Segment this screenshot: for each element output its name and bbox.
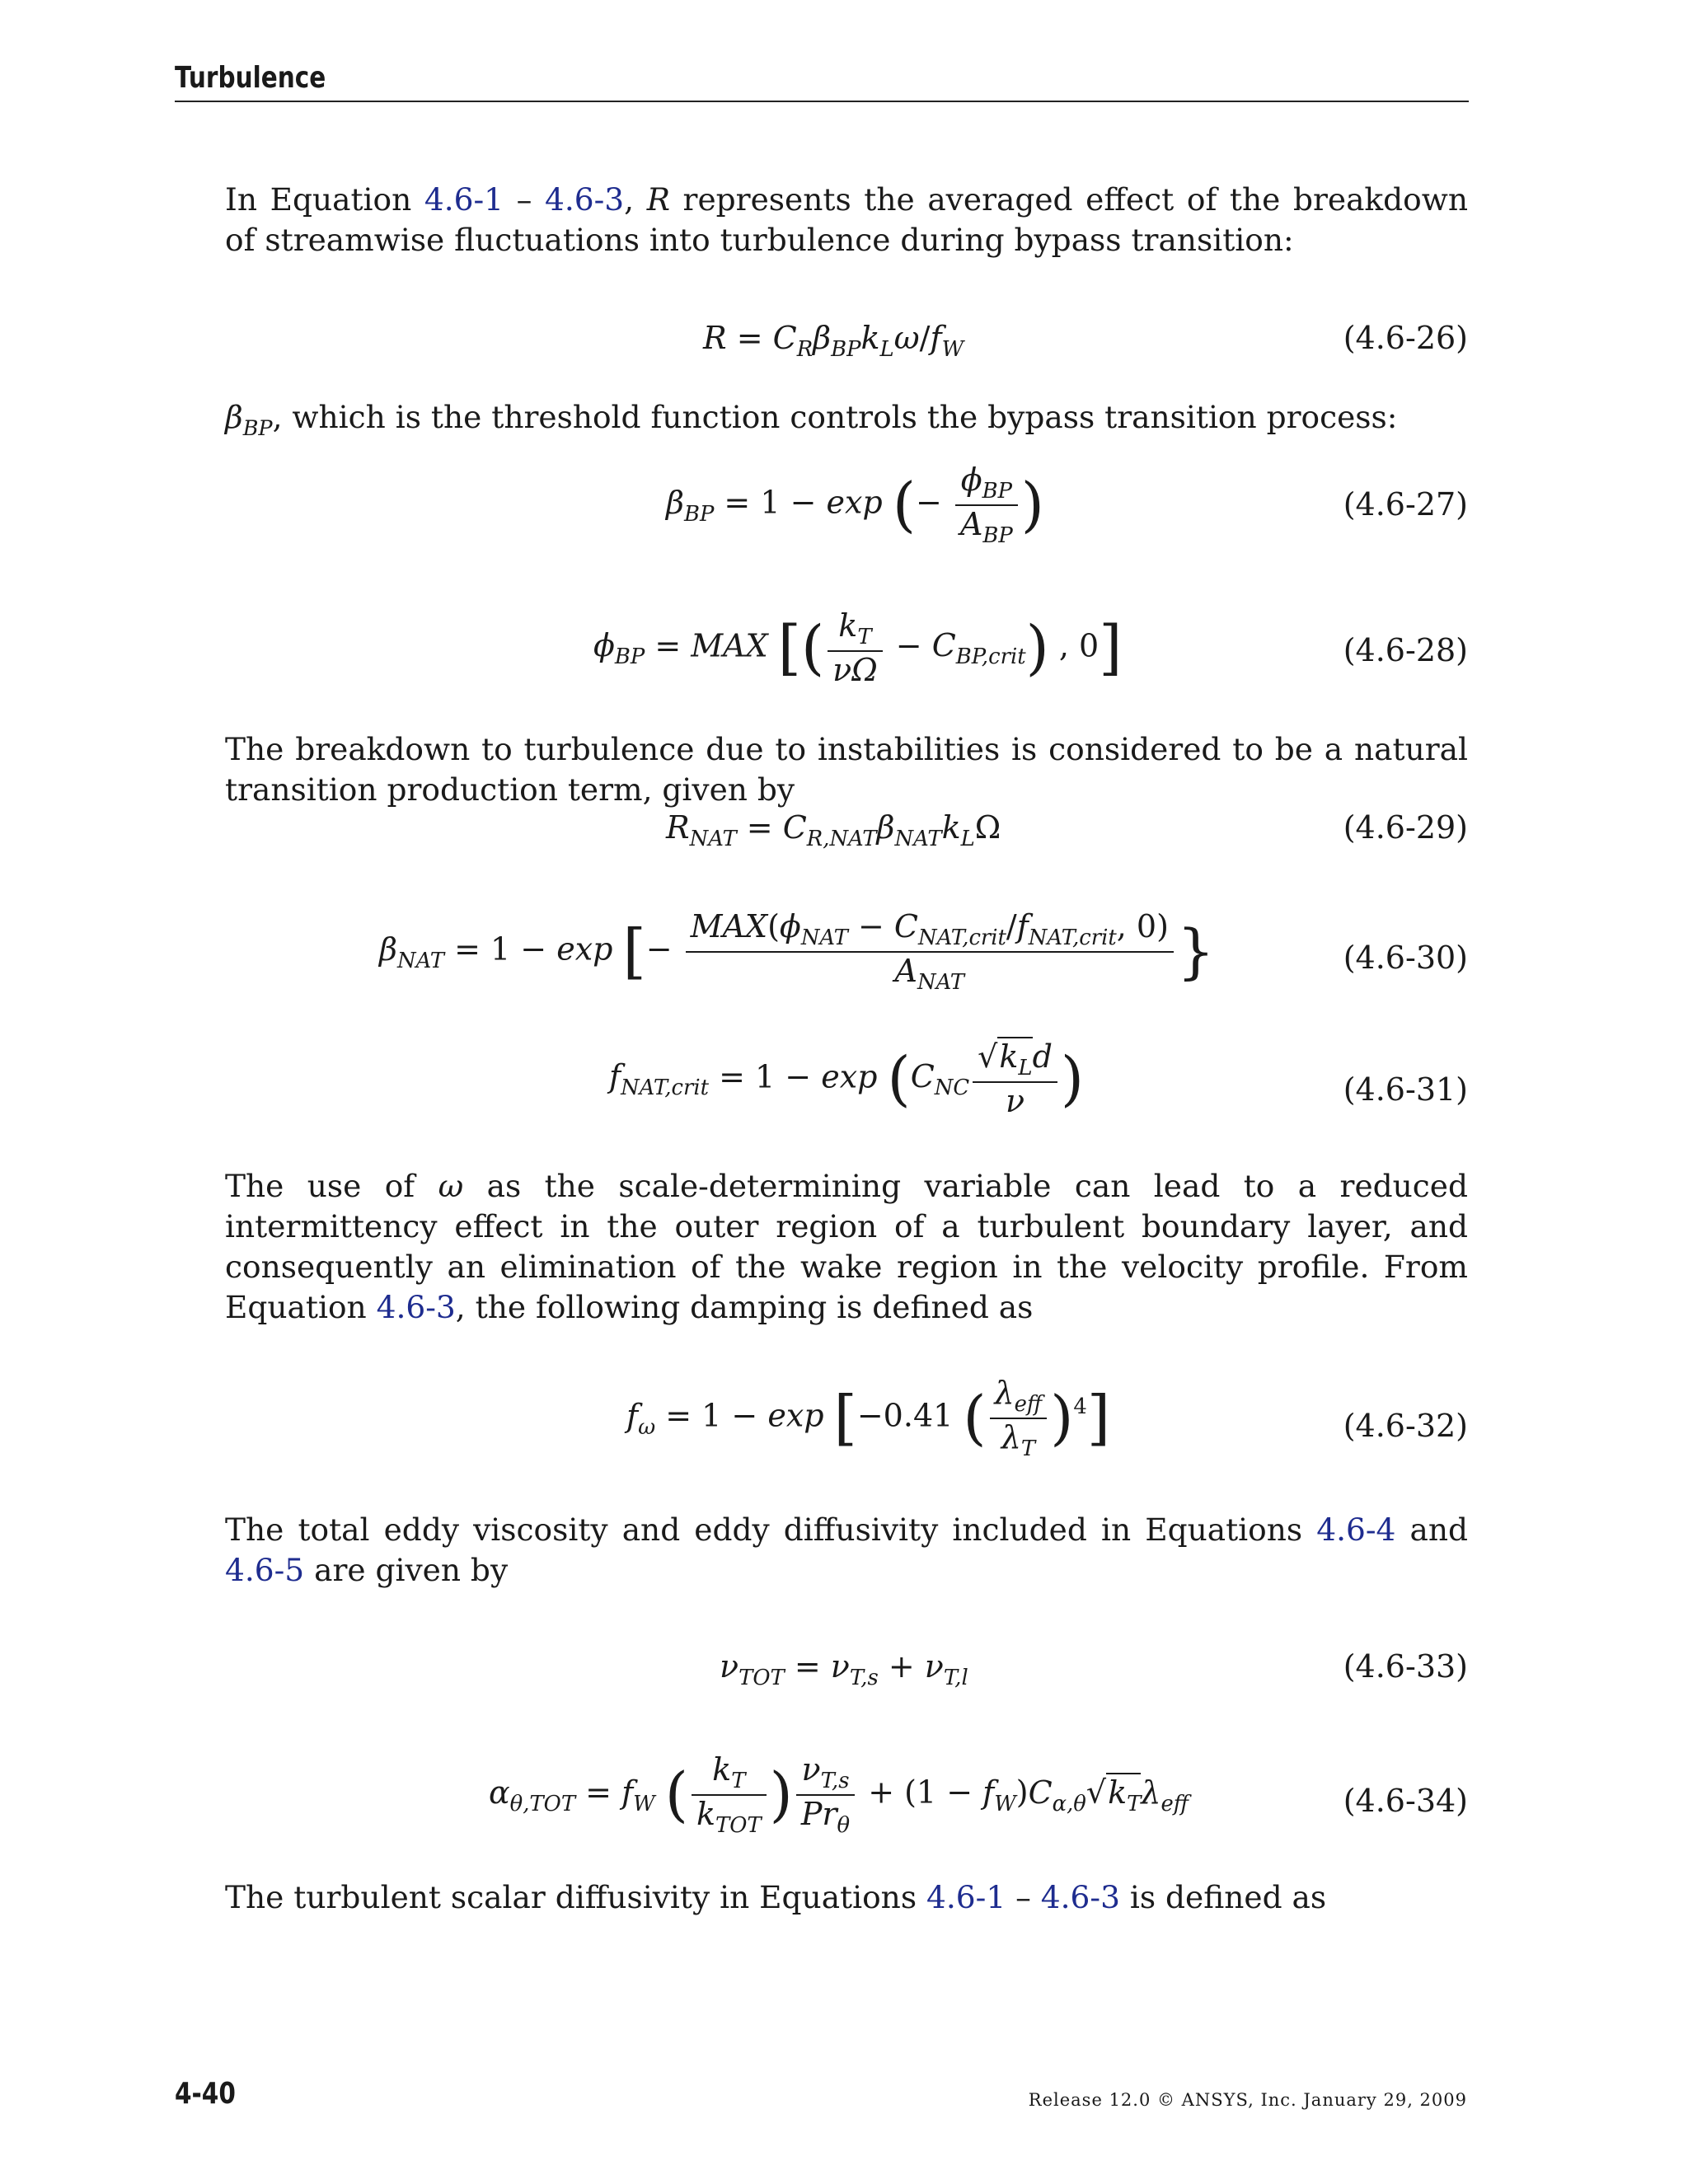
equation-number: (4.6-29) [1343, 809, 1468, 846]
equation-number: (4.6-28) [1343, 632, 1468, 668]
equation-body: $f_\omega = 1 - \exp [-0.41$ ( $\frac{\lambda_{eff}}{\lambda_T}$ )$^4$] [626, 1375, 1111, 1462]
math-symbol: ω [438, 1168, 464, 1204]
text: are given by [304, 1552, 509, 1588]
equation-body: $\phi_{BP}$ = MAX [( $\frac{k_T}{\nu\Omega}$ − $C_{BP,crit}$) , 0] [593, 607, 1123, 689]
release-footer: Release 12.0 © ANSYS, Inc. January 29, 2009 [1028, 2090, 1467, 2110]
equation-link[interactable]: 4.6-3 [376, 1289, 456, 1325]
text: as the scale-determining variable can lead to a reduced intermittency effect in the outer region of a turbulent boundary layer, and consequently an elimination of the wake region in the velocity profile. From Equation [225, 1168, 1468, 1325]
text: represents the averaged effect of the breakdown of streamwise fluctuations into turbulence during bypass transition: [225, 181, 1468, 258]
text: , the following damping is defined as [455, 1289, 1034, 1325]
equation-link[interactable]: 4.6-5 [225, 1552, 305, 1588]
text: The use of [225, 1168, 438, 1204]
equation-body: $\alpha_{\theta,TOT} = f_W$ ( $\frac{k_T}{k_{TOT}}$ ) $\frac{\nu_{T,s}}{Pr_\theta}$ + $(1 - f_W)C_{\alpha,\theta}√k_T\lambda_{eff}$ [489, 1751, 1189, 1839]
math-symbol: $\beta_{BP}$ [225, 399, 273, 441]
equation-4-6-31 [225, 1038, 1468, 1137]
text: – [1006, 1879, 1041, 1915]
equation-4-6-26 [225, 320, 1468, 361]
equation-body: $\beta_{BP} = 1 - \exp$ (− $\frac{\phi_{BP}}{A_{BP}}$ ) [666, 462, 1044, 549]
paragraph-6 [225, 1877, 1468, 1918]
equation-4-6-34 [225, 1751, 1468, 1850]
equation-body: $R = C_R\beta_{BP}k_L\omega/f_W$ [703, 320, 964, 363]
equation-body: $\nu_{TOT} = \nu_{T,s} + \nu_{T,l}$ [720, 1648, 968, 1691]
text: and [1395, 1511, 1469, 1548]
text: In Equation [225, 181, 424, 218]
equation-4-6-30 [225, 908, 1468, 1007]
text: The total eddy viscosity and eddy diffusivity included in Equations [225, 1511, 1317, 1548]
equation-number: (4.6-30) [1343, 940, 1468, 976]
paragraph-3: The breakdown to turbulence due to instabilities is considered to be a natural transition production term, given by [225, 731, 1468, 808]
equation-number: (4.6-32) [1343, 1408, 1468, 1444]
equation-4-6-32 [225, 1375, 1468, 1474]
math-symbol: R [646, 181, 670, 218]
equation-link[interactable]: 4.6-1 [424, 181, 504, 218]
text: is defined as [1119, 1879, 1327, 1915]
paragraph-4 [225, 1166, 1468, 1328]
page-number: 4-40 [175, 2077, 236, 2111]
equation-body: $f_{NAT,crit} = 1 - \exp (C_{NC}$ $\frac{√k_Ld}{\nu}$ ) [609, 1038, 1085, 1120]
equation-link[interactable]: 4.6-4 [1316, 1511, 1396, 1548]
equation-number: (4.6-31) [1343, 1071, 1468, 1108]
equation-number: (4.6-34) [1343, 1783, 1468, 1819]
paragraph-2 [225, 397, 1468, 449]
equation-link[interactable]: 4.6-3 [1040, 1879, 1120, 1915]
equation-4-6-28 [225, 607, 1468, 698]
equation-body: $\beta_{NAT} = 1 - \exp$ [− $\frac{MAX(\phi_{NAT} - C_{NAT,crit}/f_{NAT,crit}, 0)}{A_{NAT}}$ } [379, 908, 1215, 996]
equation-number: (4.6-33) [1343, 1648, 1468, 1685]
header-rule [175, 101, 1469, 102]
page-header-title: Turbulence [175, 61, 326, 95]
equation-4-6-33 [225, 1648, 1468, 1690]
equation-number: (4.6-26) [1343, 320, 1468, 356]
equation-link[interactable]: 4.6-1 [926, 1879, 1006, 1915]
text: – [504, 181, 545, 218]
equation-4-6-29 [225, 809, 1468, 851]
text: , [624, 181, 647, 218]
equation-body: $R_{NAT} = C_{R,NAT}\beta_{NAT}k_L\Omega$ [666, 809, 1001, 852]
equation-link[interactable]: 4.6-3 [545, 181, 625, 218]
equation-4-6-27 [225, 462, 1468, 552]
text: , which is the threshold function controls the bypass transition process: [272, 399, 1398, 435]
equation-number: (4.6-27) [1343, 486, 1468, 523]
paragraph-1 [225, 180, 1468, 260]
paragraph-5 [225, 1510, 1468, 1591]
text: The turbulent scalar diffusivity in Equations [225, 1879, 927, 1915]
